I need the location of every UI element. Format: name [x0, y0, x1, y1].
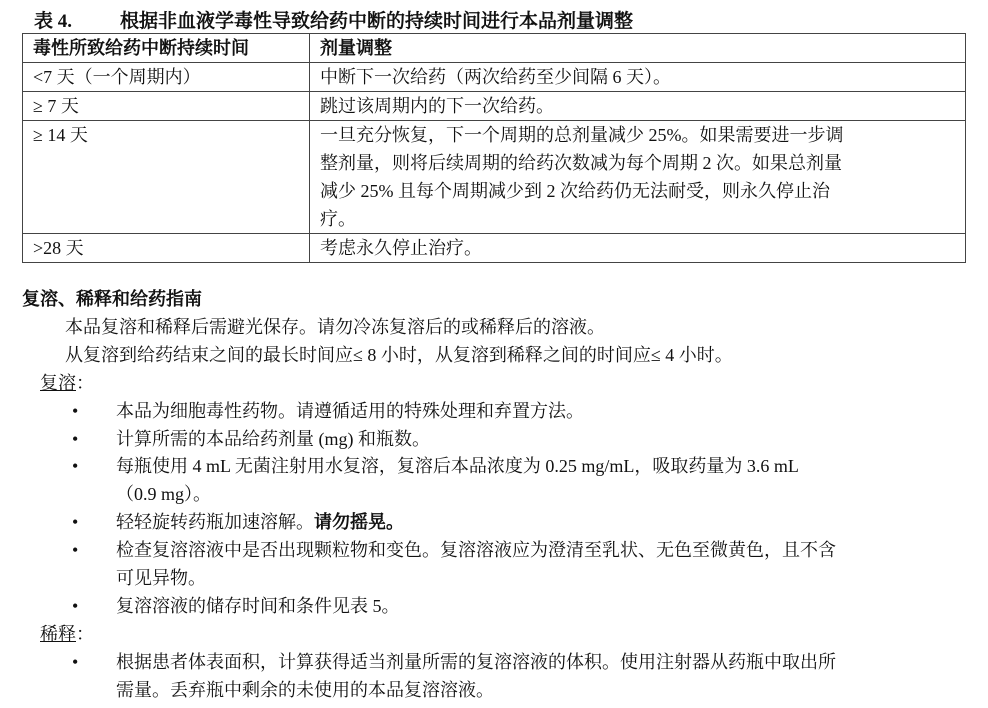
subheading-label: 复溶 [40, 372, 76, 393]
table-row [23, 92, 966, 121]
list-item [0, 509, 988, 537]
list-line: 轻轻旋转药瓶加速溶解。 [116, 512, 314, 533]
bullet-icon: • [72, 512, 79, 533]
list-line: 根据患者体表面积，计算获得适当剂量所需的复溶溶液的体积。使用注射器从药瓶中取出所 [116, 651, 836, 672]
bullet-icon: • [72, 428, 79, 449]
guidance-section [0, 286, 988, 705]
table-header-row [23, 34, 966, 63]
column-header: 毒性所致给药中断持续时间 [23, 34, 310, 63]
list-line: 复溶溶液的储存时间和条件见表 5。 [116, 595, 400, 616]
list-line: （0.9 mg）。 [116, 484, 212, 505]
list-line: 计算所需的本品给药剂量 (mg) 和瓶数。 [116, 428, 430, 449]
list-line: 需量。丢弃瓶中剩余的未使用的本品复溶溶液。 [116, 679, 494, 700]
colon: ： [76, 623, 94, 644]
adjustment-cell [310, 234, 966, 263]
adjustment-cell [310, 92, 966, 121]
subheading-label: 稀释 [40, 623, 76, 644]
table-caption [34, 6, 633, 33]
bullet-icon: • [72, 400, 79, 421]
adjustment-cell [310, 63, 966, 92]
duration-cell: ≥ 14 天 [23, 121, 310, 234]
table-number: 表 4. [34, 11, 73, 32]
duration-cell: ≥ 7 天 [23, 92, 310, 121]
bullet-icon: • [72, 456, 79, 477]
list-item [0, 398, 988, 426]
cell-line: 疗。 [320, 209, 356, 229]
duration-cell: <7 天（一个周期内） [23, 63, 310, 92]
list-item [0, 453, 988, 509]
list-line: 可见异物。 [116, 568, 206, 589]
table-row [23, 63, 966, 92]
list-item [0, 649, 988, 705]
cell-line: 跳过该周期内的下一次给药。 [320, 96, 554, 116]
bullet-icon: • [72, 651, 79, 672]
paragraph: 本品复溶和稀释后需避光保存。请勿冷冻复溶后的或稀释后的溶液。 [65, 316, 605, 337]
bullet-icon: • [72, 595, 79, 616]
list-line: 每瓶使用 4 mL 无菌注射用水复溶，复溶后本品浓度为 0.25 mg/mL，吸取药量为 3.6 mL [116, 456, 799, 477]
dose-adjustment-table [22, 33, 966, 263]
section-heading: 复溶、稀释和给药指南 [22, 289, 202, 309]
table-row [23, 234, 966, 263]
adjustment-cell [310, 121, 966, 234]
bullet-icon: • [72, 540, 79, 561]
list-item [0, 593, 988, 621]
bold-warning: 请勿摇晃。 [314, 512, 404, 533]
paragraph: 从复溶到给药结束之间的最长时间应≤ 8 小时，从复溶到稀释之间的时间应≤ 4 小时。 [65, 344, 733, 365]
colon: ： [76, 372, 94, 393]
subheading-dilution [0, 621, 988, 649]
cell-line: 减少 25% 且每个周期减少到 2 次给药仍无法耐受，则永久停止治 [320, 181, 830, 201]
cell-line: 整剂量，则将后续周期的给药次数减为每个周期 2 次。如果总剂量 [320, 153, 842, 173]
table-title: 根据非血液学毒性导致给药中断的持续时间进行本品剂量调整 [120, 11, 634, 32]
list-line: 本品为细胞毒性药物。请遵循适用的特殊处理和弃置方法。 [116, 400, 584, 421]
subheading-reconstitution [0, 370, 988, 398]
list-line: 检查复溶溶液中是否出现颗粒物和变色。复溶溶液应为澄清至乳状、无色至微黄色，且不含 [116, 540, 836, 561]
list-item [0, 537, 988, 593]
cell-line: 考虑永久停止治疗。 [320, 238, 482, 258]
cell-line: 一旦充分恢复，下一个周期的总剂量减少 25%。如果需要进一步调 [320, 125, 844, 145]
duration-cell: >28 天 [23, 234, 310, 263]
column-header: 剂量调整 [310, 34, 966, 63]
table-row [23, 121, 966, 234]
list-item [0, 426, 988, 454]
cell-line: 中断下一次给药（两次给药至少间隔 6 天）。 [320, 67, 671, 87]
